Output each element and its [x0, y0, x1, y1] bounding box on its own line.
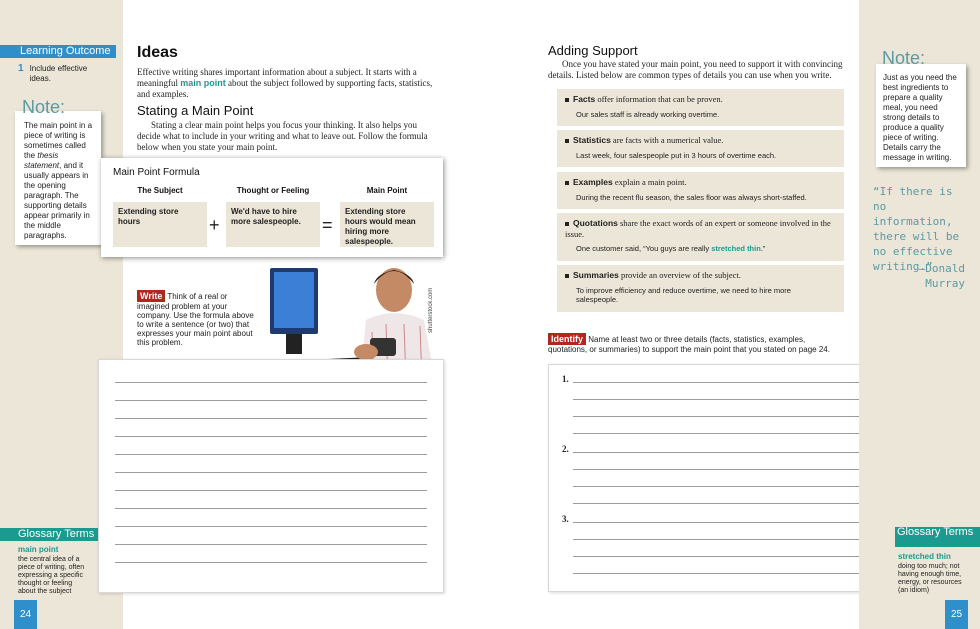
learning-outcome-item: [18, 64, 118, 84]
writing-line[interactable]: [115, 508, 427, 509]
write-prompt: [137, 290, 259, 347]
detail-quotations-example: [565, 244, 836, 253]
glossary-def-left: the central idea of a piece of writing, often expressing a specific thought or feeling about the subject: [18, 556, 85, 595]
detail-summaries-rest: provide an overview of the subject.: [618, 270, 741, 280]
note-left-italic: thesis statement: [24, 151, 60, 170]
detail-summaries-example: To improve efficiency and reduce overtime, we need to hire more salespeople.: [576, 286, 791, 304]
glossary-term-right: stretched thin: [898, 552, 951, 561]
note-title-left: Note:: [22, 97, 66, 117]
identify-prompt-text: Name at least two or three details (facts, statistics, examples, quotations, or summaries) to support the main point that you stated on page 24.: [548, 335, 830, 354]
answer-line[interactable]: [573, 522, 876, 523]
answer-line[interactable]: [573, 573, 876, 574]
answer-lines-box[interactable]: [548, 364, 893, 592]
detail-statistics-rest: are facts with a numerical value.: [610, 135, 724, 145]
main-point-formula-box: [101, 158, 443, 257]
detail-examples-rest: explain a main point.: [612, 177, 687, 187]
answer-line[interactable]: [573, 486, 876, 487]
formula-col-thought-head: Thought or Feeling: [236, 186, 310, 195]
identify-label: Identify: [548, 333, 586, 345]
stretched-thin-term[interactable]: stretched thin: [711, 244, 761, 253]
formula-col-subject-head: The Subject: [137, 186, 183, 195]
writing-line[interactable]: [115, 562, 427, 563]
answer-line[interactable]: [573, 539, 876, 540]
formula-plus: +: [209, 215, 220, 235]
man-hand: [354, 344, 378, 360]
answer-line[interactable]: [573, 503, 876, 504]
glossary-def-right: doing too much; not having enough time, energy, or resources (an idiom): [898, 563, 962, 594]
identify-prompt: [548, 333, 840, 354]
formula-title: Main Point Formula: [113, 167, 200, 178]
writing-line[interactable]: [115, 382, 427, 383]
note-left-text-2: , and it usually appears in the opening paragraph. The supporting details appear primarily in the middle paragraphs.: [24, 161, 90, 240]
detail-facts-rest: offer information that can be proven.: [595, 94, 723, 104]
note-box-right: Just as you need the best ingredients to prepare a quality meal, you need strong details to produce a quality piece of writing. Details carry the message in writing.: [876, 64, 966, 167]
writing-line[interactable]: [115, 418, 427, 419]
answer-line[interactable]: [573, 382, 876, 383]
detail-examples: [557, 172, 844, 209]
glossary-header-right: Glossary Terms: [895, 527, 980, 547]
writing-line[interactable]: [115, 400, 427, 401]
ideas-intro-p1: Effective writing shares important information about a subject. It starts with a meaningful: [137, 67, 417, 88]
monitor-screen: [274, 272, 314, 328]
answer-line[interactable]: [573, 452, 876, 453]
answer-number-2: 2.: [562, 444, 569, 454]
answer-line[interactable]: [573, 433, 876, 434]
detail-facts: [557, 89, 844, 126]
note-box-left: [15, 111, 101, 245]
adding-support-heading: Adding Support: [548, 43, 638, 58]
glossary-header-left: Glossary Terms: [0, 528, 101, 541]
learning-outcome-number: 1: [18, 63, 24, 74]
detail-facts-example: Our sales staff is already working overtime.: [576, 110, 720, 119]
photo-credit: shutterstock.com: [428, 287, 434, 333]
answer-number-3: 3.: [562, 514, 569, 524]
writing-line[interactable]: [115, 490, 427, 491]
detail-quotations-term: Quotations: [573, 218, 618, 228]
quote-example-pre: One customer said, “You guys are really: [576, 244, 712, 253]
answer-line[interactable]: [573, 556, 876, 557]
note-left-text-1: The main point in a piece of writing is sometimes called the: [24, 121, 93, 160]
answer-number-1: 1.: [562, 374, 569, 384]
donald-murray-quote: “If there is no information, there will be no effective writing.”: [873, 185, 960, 273]
answer-line[interactable]: [573, 469, 876, 470]
formula-main-cell: Extending store hours would mean hiring more salespeople.: [340, 202, 434, 247]
quote-author: —Donald Murray: [918, 262, 965, 290]
adding-support-intro: Once you have stated your main point, you need to support it with convincing details. Listed below are common types of details you can use when you write.: [548, 59, 843, 80]
formula-subject-cell: Extending store hours: [113, 202, 207, 247]
note-title-right: Note:: [882, 48, 926, 68]
detail-statistics-example: Last week, four salespeople put in 3 hours of overtime each.: [576, 151, 777, 160]
detail-summaries: [557, 265, 844, 312]
stating-main-point-text: Stating a clear main point helps you focus your thinking. It also helps you decide what to include in your writing and what to leave out. Follow the formula below when you state your main point.: [137, 120, 428, 152]
ideas-intro-p2: about the subject followed by supporting facts, statistics, and examples.: [137, 78, 433, 99]
write-prompt-text: Think of a real or imagined problem at your company. Use the formula above to write a sentence (or two) that expresses your main point about this problem.: [137, 292, 254, 347]
stating-main-point-heading: Stating a Main Point: [137, 103, 254, 118]
quote-example-post: .”: [760, 244, 766, 253]
detail-statistics-term: Statistics: [573, 135, 611, 145]
answer-line[interactable]: [573, 399, 876, 400]
answer-line[interactable]: [573, 416, 876, 417]
detail-facts-term: Facts: [573, 94, 596, 104]
formula-equals: =: [322, 215, 333, 235]
learning-outcome-header: Learning Outcome: [0, 45, 116, 58]
write-label: Write: [137, 290, 165, 302]
detail-quotations: [557, 213, 844, 261]
detail-examples-term: Examples: [573, 177, 613, 187]
formula-col-main-head: Main Point: [366, 186, 408, 195]
main-point-term[interactable]: main point: [180, 78, 226, 88]
detail-statistics: [557, 130, 844, 167]
detail-examples-example: During the recent flu season, the sales floor was always short-staffed.: [576, 193, 807, 202]
formula-thought-cell: We'd have to hire more salespeople.: [226, 202, 320, 247]
detail-summaries-term: Summaries: [573, 270, 619, 280]
page-number-left: 24: [14, 600, 37, 629]
writing-line[interactable]: [115, 454, 427, 455]
writing-line[interactable]: [115, 526, 427, 527]
ideas-title: Ideas: [137, 44, 178, 61]
writing-lines-box[interactable]: [98, 359, 444, 593]
writing-line[interactable]: [115, 544, 427, 545]
writing-line[interactable]: [115, 472, 427, 473]
writing-line[interactable]: [115, 436, 427, 437]
page-number-right: 25: [945, 600, 968, 629]
monitor-stand: [286, 334, 302, 354]
glossary-term-left: main point: [18, 545, 59, 554]
ideas-intro: [137, 67, 437, 100]
detail-quotations-rest: share the exact words of an expert or someone involved in the issue.: [565, 218, 831, 239]
learning-outcome-text: Include effective ideas.: [29, 64, 88, 83]
